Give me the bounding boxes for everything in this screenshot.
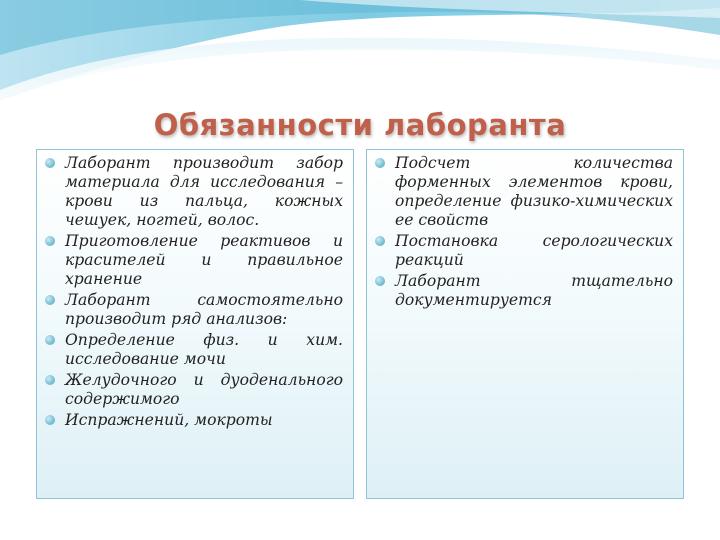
list-item: Постановка серологических реакций (375, 232, 673, 270)
bullet-icon (45, 335, 55, 345)
list-item: Лаборант самостоятельно производит ряд анализов: (45, 291, 343, 329)
list-item: Желудочного и дуоденального содержимого (45, 371, 343, 409)
list-item: Определение физ. и хим. исследование мочи (45, 331, 343, 369)
page-title: Обязанности лаборанта (153, 108, 567, 142)
list-item: Лаборант тщательно документируется (375, 272, 673, 310)
bullet-icon (45, 375, 55, 385)
bullet-icon (45, 236, 55, 246)
left-column (36, 149, 354, 499)
bullet-icon (45, 415, 55, 425)
list-item: Лаборант производит забор материала для исследования – крови из пальца, кожных чешуек, ногтей, волос. (45, 154, 343, 230)
bullet-icon (375, 158, 385, 168)
bullet-icon (45, 295, 55, 305)
bullet-icon (375, 276, 385, 286)
header-swoosh (0, 0, 720, 110)
right-column (366, 149, 684, 499)
list-item: Подсчет количества форменных элементов крови, определение физико-химических ее свойств (375, 154, 673, 230)
list-item: Испражнений, мокроты (45, 411, 343, 430)
bullet-icon (45, 158, 55, 168)
list-item: Приготовление реактивов и красителей и правильное хранение (45, 232, 343, 289)
bullet-icon (375, 236, 385, 246)
